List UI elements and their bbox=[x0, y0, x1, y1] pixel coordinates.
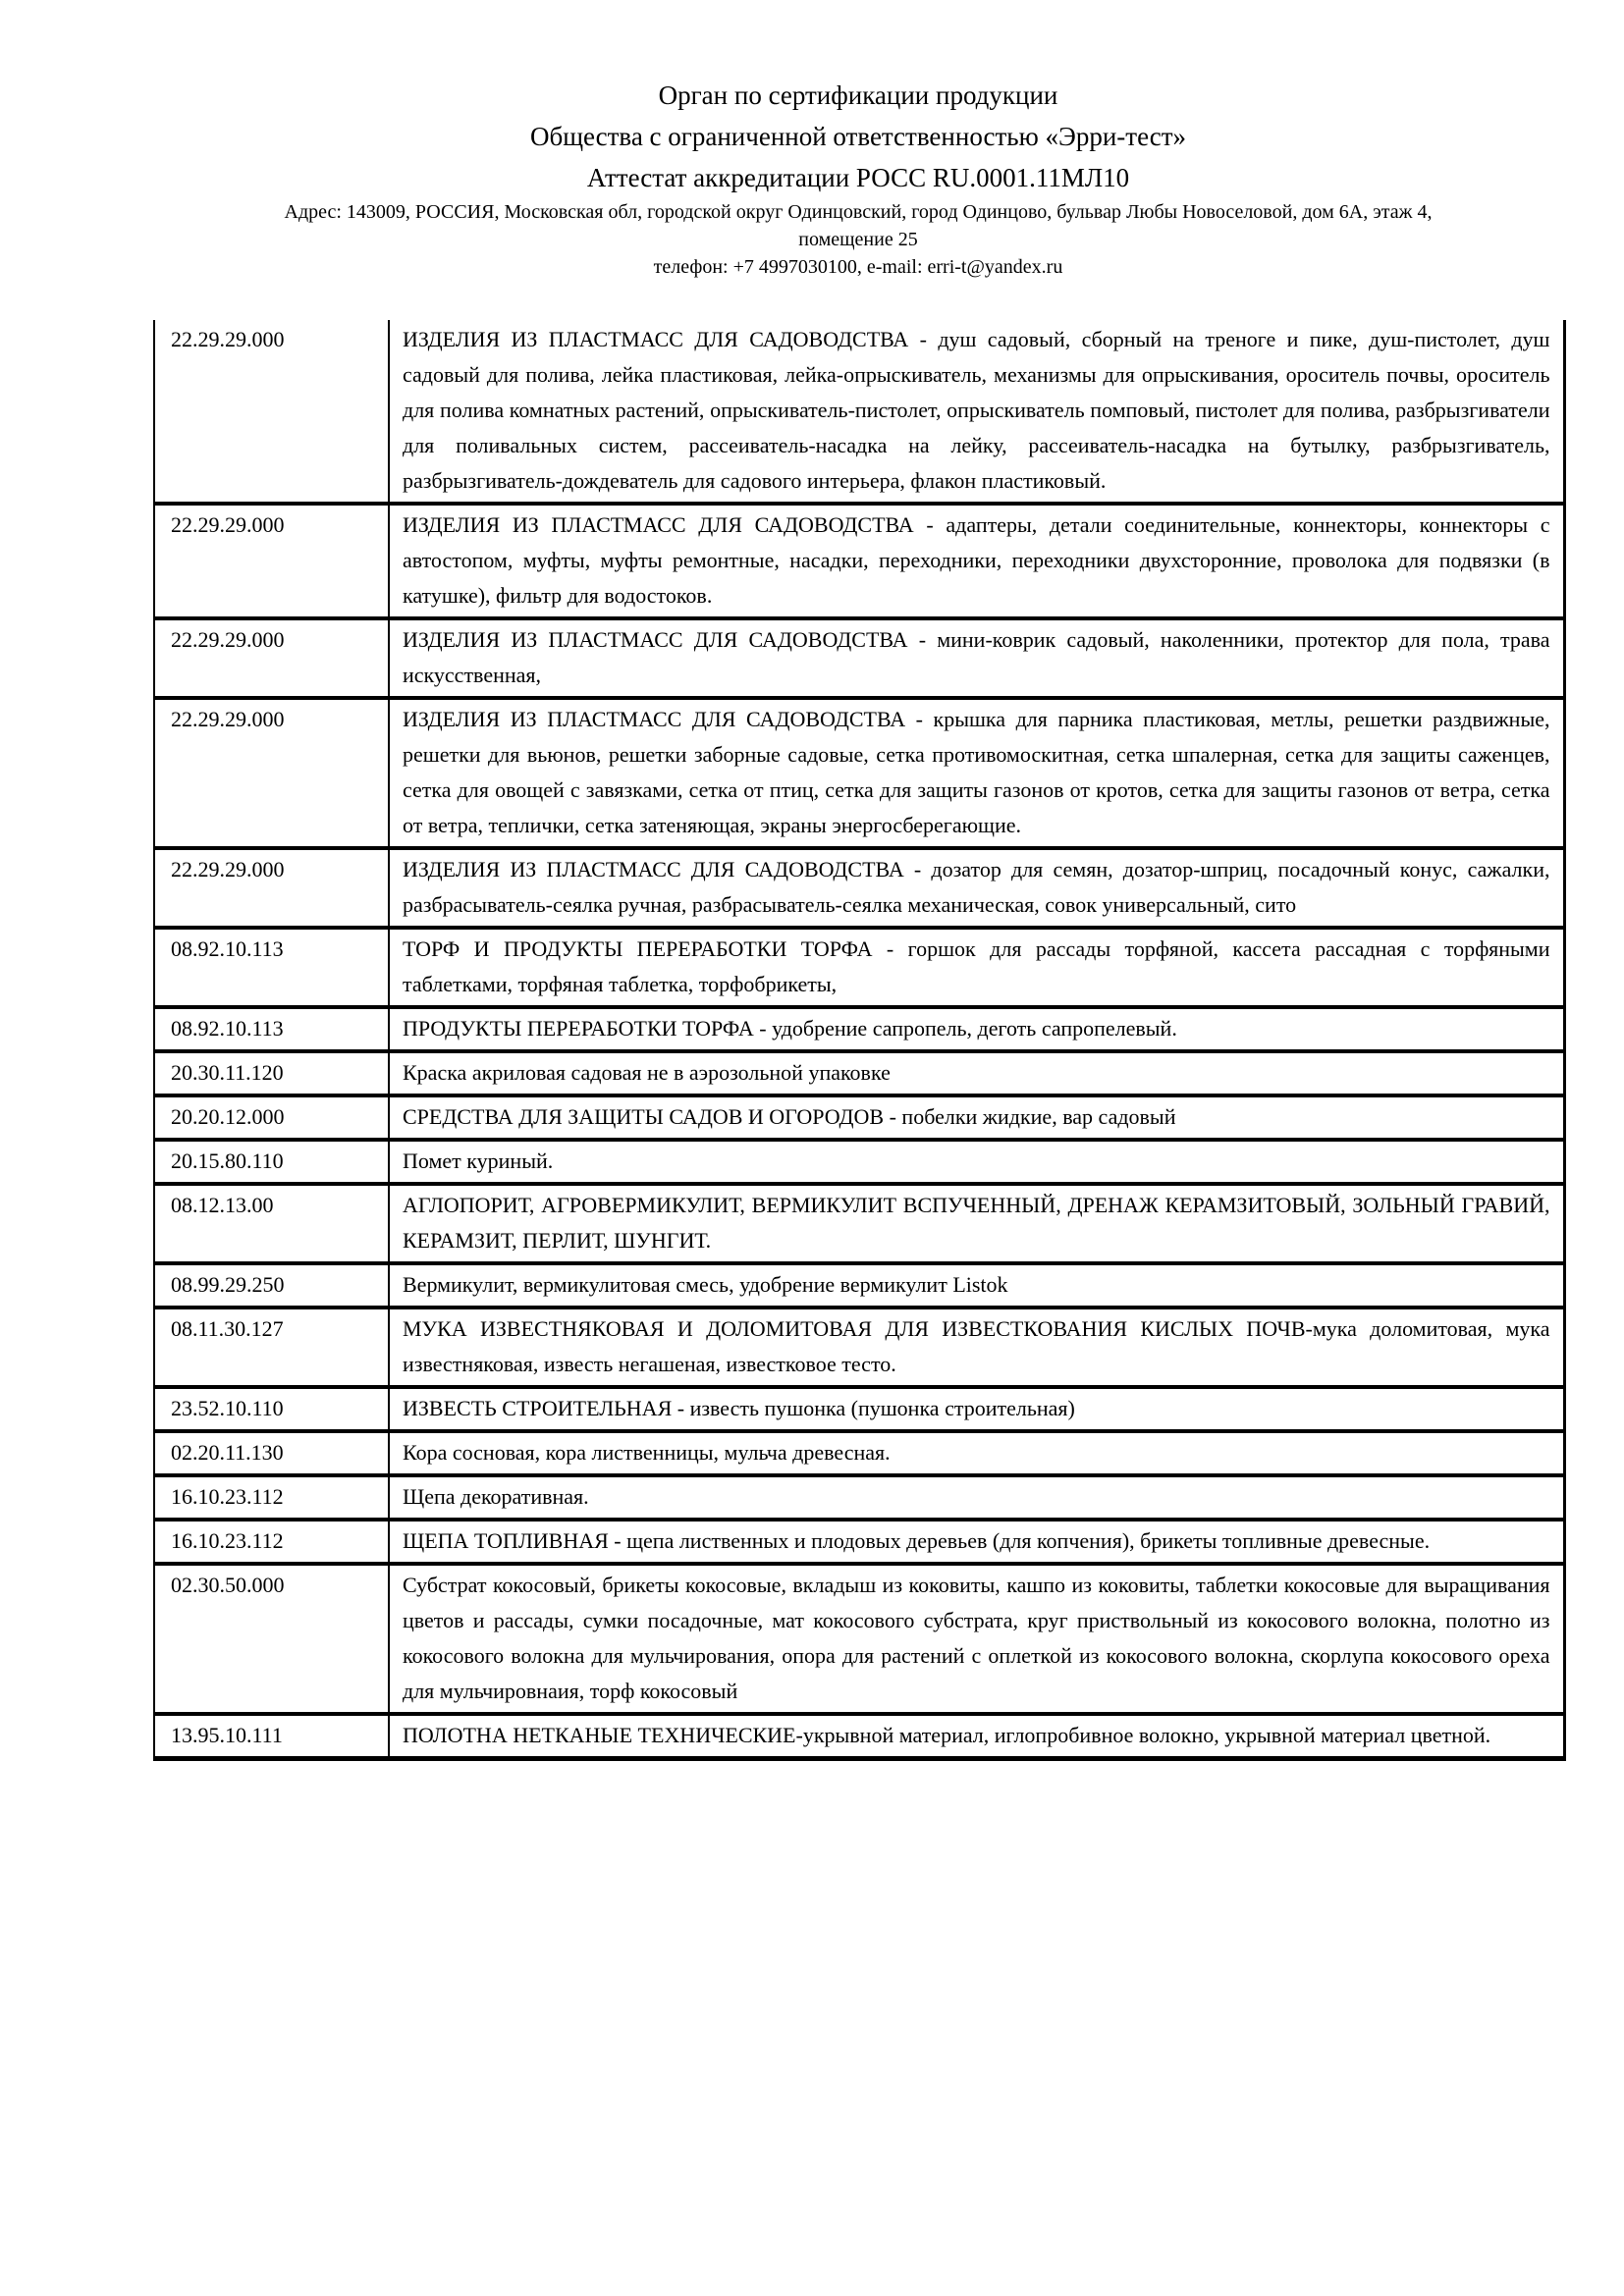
product-code-cell: 16.10.23.112 bbox=[154, 1475, 389, 1520]
product-code-cell: 22.29.29.000 bbox=[154, 698, 389, 848]
table-row bbox=[154, 1387, 1564, 1431]
product-code-cell: 22.29.29.000 bbox=[154, 320, 389, 504]
header-address-line-1: Адрес: 143009, РОССИЯ, Московская обл, городской округ Одинцовский, город Одинцово, бульвар Любы Новоселовой, дом 6А, этаж 4, bbox=[284, 201, 1433, 223]
product-code-cell: 22.29.29.000 bbox=[154, 504, 389, 618]
product-code-cell: 08.99.29.250 bbox=[154, 1263, 389, 1308]
table-row bbox=[154, 1007, 1564, 1051]
product-description-cell: СРЕДСТВА ДЛЯ ЗАЩИТЫ САДОВ И ОГОРОДОВ - побелки жидкие, вар садовый bbox=[389, 1095, 1564, 1140]
table-row bbox=[154, 504, 1564, 618]
product-description-cell: Субстрат кокосовый, брикеты кокосовые, вкладыш из коковиты, кашпо из коковиты, таблетки кокосовые для выращивания цветов и рассады, сумки посадочные, мат кокосового субстрата, круг приствольный из кокосового волокна, полотно из кокосового волокна для мульчирования, опора для растений с оплеткой из кокосового волокна, скорлупа кокосового ореха для мульчировнаия, торф кокосовый bbox=[389, 1564, 1564, 1714]
product-description-cell: МУКА ИЗВЕСТНЯКОВАЯ И ДОЛОМИТОВАЯ ДЛЯ ИЗВЕСТКОВАНИЯ КИСЛЫХ ПОЧВ-мука доломитовая, мука известняковая, известь негашеная, известковое тесто. bbox=[389, 1308, 1564, 1387]
table-row bbox=[154, 1095, 1564, 1140]
product-description-cell: ИЗДЕЛИЯ ИЗ ПЛАСТМАСС ДЛЯ САДОВОДСТВА - мини-коврик садовый, наколенники, протектор для пола, трава искусственная, bbox=[389, 618, 1564, 698]
products-table bbox=[153, 320, 1566, 1761]
product-description-cell: Кора сосновая, кора лиственницы, мульча древесная. bbox=[389, 1431, 1564, 1475]
header-address-line-2: помещение 25 bbox=[798, 229, 918, 250]
table-row bbox=[154, 1520, 1564, 1564]
table-row bbox=[154, 848, 1564, 928]
header-org-line-1: Орган по сертификации продукции bbox=[658, 80, 1058, 110]
product-code-cell: 02.20.11.130 bbox=[154, 1431, 389, 1475]
product-code-cell: 08.12.13.00 bbox=[154, 1184, 389, 1263]
product-description-cell: ИЗДЕЛИЯ ИЗ ПЛАСТМАСС ДЛЯ САДОВОДСТВА - душ садовый, сборный на треноге и пике, душ-пистолет, душ садовый для полива, лейка пластиковая, лейка-опрыскиватель, механизмы для опрыскивания, ороситель почвы, ороситель для полива комнатных растений, опрыскиватель-пистолет, опрыскиватель помповый, пистолет для полива, разбрызгиватели для поливальных систем, рассеиватель-насадка на лейку, рассеиватель-насадка на бутылку, разбрызгиватель, разбрызгиватель-дождеватель для садового интерьера, флакон пластиковый. bbox=[403, 327, 1550, 493]
table-row bbox=[154, 1431, 1564, 1475]
product-description-cell: ПРОДУКТЫ ПЕРЕРАБОТКИ ТОРФА - удобрение сапропель, деготь сапропелевый. bbox=[389, 1007, 1564, 1051]
product-description-cell: ИЗДЕЛИЯ ИЗ ПЛАСТМАСС ДЛЯ САДОВОДСТВА - крышка для парника пластиковая, метлы, решетки раздвижные, решетки для вьюнов, решетки заборные садовые, сетка противомоскитная, сетка шпалерная, сетка для защиты саженцев, сетка для овощей с завязками, сетка от птиц, сетка для защиты газонов от кротов, сетка для защиты газонов от ветра, сетка от ветра, теплички, сетка затеняющая, экраны энергосберегающие. bbox=[389, 698, 1564, 848]
table-row bbox=[154, 1140, 1564, 1184]
header-org-line-2: Общества с ограниченной ответственностью «Эрри-тест» bbox=[529, 122, 1187, 151]
table-row bbox=[154, 1184, 1564, 1263]
product-description-cell: ТОРФ И ПРОДУКТЫ ПЕРЕРАБОТКИ ТОРФА - горшок для рассады торфяной, кассета рассадная с торфяными таблетками, торфяная таблетка, торфобрикеты, bbox=[389, 928, 1564, 1007]
product-code-cell: 22.29.29.000 bbox=[154, 618, 389, 698]
product-code-cell: 08.92.10.113 bbox=[154, 1007, 389, 1051]
header-accreditation: Аттестат аккредитации РОСС RU.0001.11МЛ10 bbox=[586, 163, 1130, 192]
table-row bbox=[154, 1564, 1564, 1714]
header-contact: телефон: +7 4997030100, e-mail: erri-t@yandex.ru bbox=[653, 256, 1063, 278]
product-code-cell: 23.52.10.110 bbox=[154, 1387, 389, 1431]
product-description-cell: Щепа декоративная. bbox=[389, 1475, 1564, 1520]
product-code-cell: 20.30.11.120 bbox=[154, 1051, 389, 1095]
product-code-cell: 08.92.10.113 bbox=[154, 928, 389, 1007]
certification-header bbox=[153, 0, 1563, 281]
product-code-cell: 20.20.12.000 bbox=[154, 1095, 389, 1140]
table-row bbox=[154, 1051, 1564, 1095]
product-code-cell: 16.10.23.112 bbox=[154, 1520, 389, 1564]
product-description-cell: Вермикулит, вермикулитовая смесь, удобрение вермикулит Listok bbox=[389, 1263, 1564, 1308]
product-code-cell: 22.29.29.000 bbox=[154, 848, 389, 928]
product-description-cell: ИЗДЕЛИЯ ИЗ ПЛАСТМАСС ДЛЯ САДОВОДСТВА - дозатор для семян, дозатор-шприц, посадочный конус, сажалки, разбрасыватель-сеялка ручная, разбрасыватель-сеялка механическая, совок универсальный, сито bbox=[389, 848, 1564, 928]
product-description-cell: ИЗВЕСТЬ СТРОИТЕЛЬНАЯ - известь пушонка (пушонка строительная) bbox=[389, 1387, 1564, 1431]
table-row bbox=[154, 1475, 1564, 1520]
table-row bbox=[154, 1308, 1564, 1387]
table-row bbox=[154, 1714, 1564, 1759]
product-code-cell: 13.95.10.111 bbox=[154, 1714, 389, 1759]
table-row bbox=[154, 618, 1564, 698]
table-row bbox=[154, 1263, 1564, 1308]
document-content bbox=[153, 0, 1563, 1761]
product-description-cell: Помет куриный. bbox=[389, 1140, 1564, 1184]
product-code-cell: 02.30.50.000 bbox=[154, 1564, 389, 1714]
table-row bbox=[154, 928, 1564, 1007]
product-description-cell: АГЛОПОРИТ, АГРОВЕРМИКУЛИТ, ВЕРМИКУЛИТ ВСПУЧЕННЫЙ, ДРЕНАЖ КЕРАМЗИТОВЫЙ, ЗОЛЬНЫЙ ГРАВИЙ, КЕРАМЗИТ, ПЕРЛИТ, ШУНГИТ. bbox=[389, 1184, 1564, 1263]
product-code-cell: 20.15.80.110 bbox=[154, 1140, 389, 1184]
product-description-cell: ПОЛОТНА НЕТКАНЫЕ ТЕХНИЧЕСКИЕ-укрывной материал, иглопробивное волокно, укрывной материал цветной. bbox=[389, 1714, 1564, 1759]
product-description-cell: ЩЕПА ТОПЛИВНАЯ - щепа лиственных и плодовых деревьев (для копчения), брикеты топливные древесные. bbox=[389, 1520, 1564, 1564]
table-row bbox=[154, 320, 1564, 504]
product-description-cell: ИЗДЕЛИЯ ИЗ ПЛАСТМАСС ДЛЯ САДОВОДСТВА - адаптеры, детали соединительные, коннекторы, коннекторы с автостопом, муфты, муфты ремонтные, насадки, переходники, переходники двухсторонние, проволока для подвязки (в катушке), фильтр для водостоков. bbox=[389, 504, 1564, 618]
product-code-cell: 08.11.30.127 bbox=[154, 1308, 389, 1387]
table-row bbox=[154, 698, 1564, 848]
product-description-cell: Краска акриловая садовая не в аэрозольной упаковке bbox=[389, 1051, 1564, 1095]
